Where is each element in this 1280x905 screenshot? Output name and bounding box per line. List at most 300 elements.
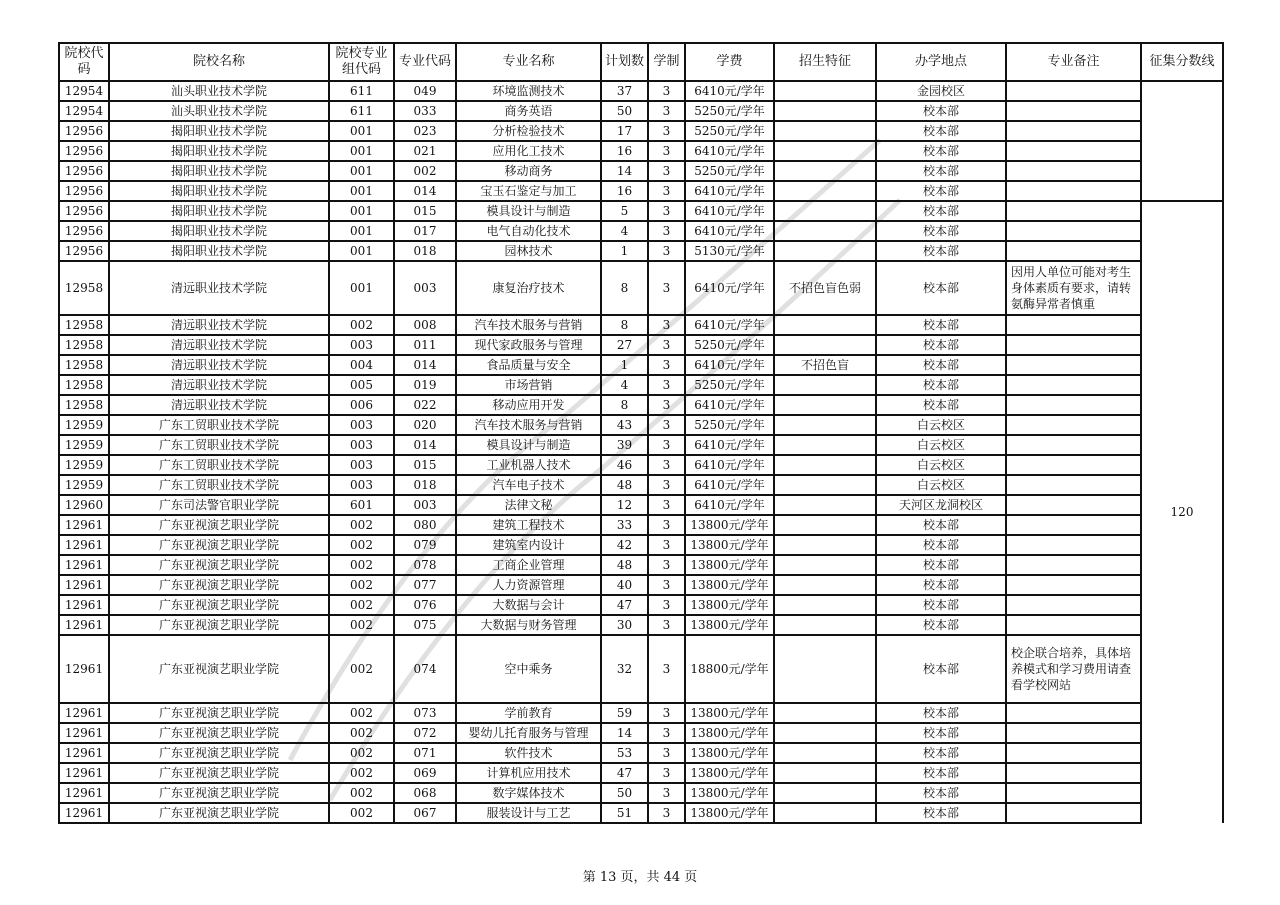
school-name-cell: 揭阳职业技术学院 [109, 241, 329, 261]
plan-count-cell: 14 [601, 161, 648, 181]
group-code-cell: 002 [329, 515, 394, 535]
school-name-cell: 揭阳职业技术学院 [109, 181, 329, 201]
duration-cell: 3 [648, 355, 685, 375]
school-name-cell: 揭阳职业技术学院 [109, 141, 329, 161]
school-code-cell: 12956 [59, 241, 109, 261]
school-code-cell: 12959 [59, 475, 109, 495]
tuition-cell: 6410元/学年 [685, 81, 774, 101]
tuition-cell: 13800元/学年 [685, 555, 774, 575]
school-name-cell: 广东亚视演艺职业学院 [109, 803, 329, 823]
campus-cell: 校本部 [876, 101, 1006, 121]
school-code-cell: 12961 [59, 515, 109, 535]
major-code-cell: 017 [394, 221, 456, 241]
campus-cell: 校本部 [876, 535, 1006, 555]
group-code-cell: 002 [329, 703, 394, 723]
enrollment-feature-cell [774, 515, 876, 535]
major-code-cell: 067 [394, 803, 456, 823]
table-row [59, 555, 1223, 575]
major-name-cell: 模具设计与制造 [456, 201, 601, 221]
table-row [59, 763, 1223, 783]
table-row [59, 161, 1223, 181]
school-code-cell: 12961 [59, 535, 109, 555]
major-note-cell [1006, 763, 1141, 783]
plan-count-cell: 8 [601, 395, 648, 415]
campus-cell: 校本部 [876, 315, 1006, 335]
major-name-cell: 分析检验技术 [456, 121, 601, 141]
group-code-cell: 003 [329, 455, 394, 475]
campus-cell: 白云校区 [876, 455, 1006, 475]
table-row [59, 743, 1223, 763]
major-code-cell: 011 [394, 335, 456, 355]
plan-count-cell: 4 [601, 375, 648, 395]
major-code-cell: 071 [394, 743, 456, 763]
duration-cell: 3 [648, 201, 685, 221]
plan-count-cell: 33 [601, 515, 648, 535]
plan-count-cell: 47 [601, 763, 648, 783]
enrollment-feature-cell [774, 555, 876, 575]
campus-cell: 校本部 [876, 595, 1006, 615]
table-row [59, 595, 1223, 615]
major-note-cell [1006, 555, 1141, 575]
enrollment-feature-cell [774, 375, 876, 395]
duration-cell: 3 [648, 121, 685, 141]
school-code-cell: 12956 [59, 121, 109, 141]
enrollment-feature-cell [774, 415, 876, 435]
school-name-cell: 广东工贸职业技术学院 [109, 415, 329, 435]
plan-count-cell: 47 [601, 595, 648, 615]
major-code-cell: 076 [394, 595, 456, 615]
school-code-cell: 12959 [59, 435, 109, 455]
major-note-cell [1006, 121, 1141, 141]
major-name-cell: 软件技术 [456, 743, 601, 763]
enrollment-feature-cell [774, 221, 876, 241]
duration-cell: 3 [648, 241, 685, 261]
campus-cell: 校本部 [876, 241, 1006, 261]
header-campus: 办学地点 [876, 43, 1006, 81]
group-code-cell: 001 [329, 261, 394, 315]
table-row [59, 261, 1223, 315]
enrollment-feature-cell: 不招色盲 [774, 355, 876, 375]
major-note-cell [1006, 201, 1141, 221]
major-code-cell: 018 [394, 241, 456, 261]
plan-count-cell: 4 [601, 221, 648, 241]
major-name-cell: 康复治疗技术 [456, 261, 601, 315]
duration-cell: 3 [648, 595, 685, 615]
campus-cell: 校本部 [876, 355, 1006, 375]
school-name-cell: 广东亚视演艺职业学院 [109, 635, 329, 703]
table-row [59, 475, 1223, 495]
major-note-cell [1006, 515, 1141, 535]
school-name-cell: 清远职业技术学院 [109, 395, 329, 415]
major-note-cell [1006, 435, 1141, 455]
major-note-cell [1006, 181, 1141, 201]
school-code-cell: 12961 [59, 723, 109, 743]
school-code-cell: 12961 [59, 575, 109, 595]
major-code-cell: 069 [394, 763, 456, 783]
school-name-cell: 清远职业技术学院 [109, 335, 329, 355]
enrollment-feature-cell [774, 495, 876, 515]
campus-cell: 校本部 [876, 395, 1006, 415]
table-row [59, 783, 1223, 803]
plan-count-cell: 42 [601, 535, 648, 555]
group-code-cell: 002 [329, 535, 394, 555]
campus-cell: 校本部 [876, 615, 1006, 635]
major-name-cell: 商务英语 [456, 101, 601, 121]
group-code-cell: 001 [329, 161, 394, 181]
plan-count-cell: 43 [601, 415, 648, 435]
tuition-cell: 5250元/学年 [685, 375, 774, 395]
group-code-cell: 002 [329, 803, 394, 823]
school-code-cell: 12958 [59, 315, 109, 335]
header-school-code: 院校代码 [59, 43, 109, 81]
school-code-cell: 12961 [59, 555, 109, 575]
school-name-cell: 汕头职业技术学院 [109, 101, 329, 121]
campus-cell: 校本部 [876, 335, 1006, 355]
enrollment-feature-cell [774, 121, 876, 141]
school-code-cell: 12961 [59, 635, 109, 703]
tuition-cell: 6410元/学年 [685, 141, 774, 161]
group-code-cell: 002 [329, 783, 394, 803]
duration-cell: 3 [648, 435, 685, 455]
tuition-cell: 5250元/学年 [685, 161, 774, 181]
duration-cell: 3 [648, 515, 685, 535]
group-code-cell: 003 [329, 335, 394, 355]
campus-cell: 天河区龙洞校区 [876, 495, 1006, 515]
duration-cell: 3 [648, 181, 685, 201]
table-row [59, 201, 1223, 221]
major-note-cell [1006, 495, 1141, 515]
school-code-cell: 12961 [59, 803, 109, 823]
major-note-cell [1006, 355, 1141, 375]
major-code-cell: 078 [394, 555, 456, 575]
school-code-cell: 12956 [59, 181, 109, 201]
enrollment-feature-cell [774, 455, 876, 475]
group-code-cell: 002 [329, 723, 394, 743]
table-row [59, 723, 1223, 743]
enrollment-feature-cell [774, 723, 876, 743]
plan-count-cell: 53 [601, 743, 648, 763]
major-name-cell: 电气自动化技术 [456, 221, 601, 241]
campus-cell: 校本部 [876, 635, 1006, 703]
campus-cell: 校本部 [876, 723, 1006, 743]
duration-cell: 3 [648, 221, 685, 241]
tuition-cell: 13800元/学年 [685, 703, 774, 723]
table-row [59, 81, 1223, 101]
table-row [59, 455, 1223, 475]
major-code-cell: 068 [394, 783, 456, 803]
group-code-cell: 001 [329, 141, 394, 161]
enrollment-feature-cell [774, 703, 876, 723]
duration-cell: 3 [648, 101, 685, 121]
school-name-cell: 清远职业技术学院 [109, 315, 329, 335]
school-code-cell: 12961 [59, 703, 109, 723]
group-code-cell: 002 [329, 743, 394, 763]
major-code-cell: 072 [394, 723, 456, 743]
school-name-cell: 清远职业技术学院 [109, 261, 329, 315]
major-code-cell: 077 [394, 575, 456, 595]
table-row [59, 703, 1223, 723]
school-code-cell: 12954 [59, 81, 109, 101]
group-code-cell: 003 [329, 435, 394, 455]
major-code-cell: 021 [394, 141, 456, 161]
major-name-cell: 建筑工程技术 [456, 515, 601, 535]
tuition-cell: 6410元/学年 [685, 355, 774, 375]
tuition-cell: 13800元/学年 [685, 615, 774, 635]
plan-count-cell: 59 [601, 703, 648, 723]
duration-cell: 3 [648, 81, 685, 101]
plan-count-cell: 8 [601, 261, 648, 315]
tuition-cell: 13800元/学年 [685, 723, 774, 743]
table-header [59, 43, 1223, 81]
enrollment-feature-cell [774, 535, 876, 555]
enrollment-feature-cell [774, 141, 876, 161]
enrollment-feature-cell [774, 435, 876, 455]
group-code-cell: 003 [329, 475, 394, 495]
major-code-cell: 033 [394, 101, 456, 121]
header-score-line: 征集分数线 [1141, 43, 1223, 81]
major-code-cell: 020 [394, 415, 456, 435]
major-name-cell: 汽车技术服务与营销 [456, 315, 601, 335]
tuition-cell: 13800元/学年 [685, 575, 774, 595]
major-code-cell: 023 [394, 121, 456, 141]
table-row [59, 495, 1223, 515]
duration-cell: 3 [648, 415, 685, 435]
plan-count-cell: 48 [601, 555, 648, 575]
school-name-cell: 广东工贸职业技术学院 [109, 475, 329, 495]
school-name-cell: 广东亚视演艺职业学院 [109, 595, 329, 615]
table-row [59, 515, 1223, 535]
campus-cell: 校本部 [876, 515, 1006, 535]
group-code-cell: 003 [329, 415, 394, 435]
school-code-cell: 12959 [59, 455, 109, 475]
tuition-cell: 5250元/学年 [685, 335, 774, 355]
school-name-cell: 广东亚视演艺职业学院 [109, 615, 329, 635]
group-code-cell: 611 [329, 101, 394, 121]
major-note-cell [1006, 703, 1141, 723]
major-name-cell: 市场营销 [456, 375, 601, 395]
group-code-cell: 001 [329, 181, 394, 201]
major-note-cell [1006, 395, 1141, 415]
major-note-cell [1006, 335, 1141, 355]
duration-cell: 3 [648, 743, 685, 763]
tuition-cell: 13800元/学年 [685, 803, 774, 823]
major-name-cell: 大数据与会计 [456, 595, 601, 615]
major-code-cell: 075 [394, 615, 456, 635]
major-code-cell: 073 [394, 703, 456, 723]
major-note-cell [1006, 415, 1141, 435]
major-name-cell: 工业机器人技术 [456, 455, 601, 475]
enrollment-feature-cell [774, 81, 876, 101]
table-row [59, 221, 1223, 241]
duration-cell: 3 [648, 141, 685, 161]
plan-count-cell: 39 [601, 435, 648, 455]
duration-cell: 3 [648, 161, 685, 181]
major-name-cell: 汽车技术服务与营销 [456, 415, 601, 435]
group-code-cell: 601 [329, 495, 394, 515]
enrollment-feature-cell [774, 595, 876, 615]
campus-cell: 校本部 [876, 803, 1006, 823]
group-code-cell: 001 [329, 201, 394, 221]
school-code-cell: 12961 [59, 743, 109, 763]
duration-cell: 3 [648, 335, 685, 355]
duration-cell: 3 [648, 475, 685, 495]
major-name-cell: 计算机应用技术 [456, 763, 601, 783]
group-code-cell: 004 [329, 355, 394, 375]
campus-cell: 校本部 [876, 201, 1006, 221]
tuition-cell: 5250元/学年 [685, 415, 774, 435]
major-name-cell: 汽车电子技术 [456, 475, 601, 495]
plan-count-cell: 30 [601, 615, 648, 635]
major-name-cell: 法律文秘 [456, 495, 601, 515]
major-note-cell [1006, 475, 1141, 495]
school-code-cell: 12958 [59, 395, 109, 415]
major-name-cell: 模具设计与制造 [456, 435, 601, 455]
school-code-cell: 12960 [59, 495, 109, 515]
major-code-cell: 014 [394, 355, 456, 375]
tuition-cell: 6410元/学年 [685, 455, 774, 475]
major-name-cell: 食品质量与安全 [456, 355, 601, 375]
campus-cell: 校本部 [876, 261, 1006, 315]
major-name-cell: 数字媒体技术 [456, 783, 601, 803]
major-code-cell: 014 [394, 435, 456, 455]
enrollment-feature-cell [774, 743, 876, 763]
plan-count-cell: 12 [601, 495, 648, 515]
major-note-cell [1006, 101, 1141, 121]
major-note-cell [1006, 161, 1141, 181]
major-note-cell [1006, 221, 1141, 241]
enrollment-feature-cell [774, 201, 876, 221]
campus-cell: 校本部 [876, 181, 1006, 201]
major-code-cell: 079 [394, 535, 456, 555]
major-name-cell: 园林技术 [456, 241, 601, 261]
group-code-cell: 002 [329, 635, 394, 703]
school-name-cell: 广东亚视演艺职业学院 [109, 783, 329, 803]
plan-count-cell: 27 [601, 335, 648, 355]
major-note-cell [1006, 315, 1141, 335]
plan-count-cell: 8 [601, 315, 648, 335]
table-row [59, 335, 1223, 355]
table-row [59, 575, 1223, 595]
major-note-cell [1006, 723, 1141, 743]
table-row [59, 803, 1223, 823]
duration-cell: 3 [648, 703, 685, 723]
table-row [59, 101, 1223, 121]
plan-count-cell: 5 [601, 201, 648, 221]
duration-cell: 3 [648, 395, 685, 415]
campus-cell: 校本部 [876, 783, 1006, 803]
table-row [59, 615, 1223, 635]
group-code-cell: 002 [329, 615, 394, 635]
enrollment-feature-cell [774, 783, 876, 803]
plan-count-cell: 32 [601, 635, 648, 703]
duration-cell: 3 [648, 375, 685, 395]
tuition-cell: 5250元/学年 [685, 121, 774, 141]
major-code-cell: 003 [394, 495, 456, 515]
tuition-cell: 6410元/学年 [685, 435, 774, 455]
group-code-cell: 611 [329, 81, 394, 101]
campus-cell: 校本部 [876, 555, 1006, 575]
school-code-cell: 12961 [59, 615, 109, 635]
campus-cell: 白云校区 [876, 415, 1006, 435]
school-name-cell: 广东亚视演艺职业学院 [109, 575, 329, 595]
enrollment-feature-cell [774, 803, 876, 823]
plan-count-cell: 16 [601, 141, 648, 161]
major-note-cell [1006, 595, 1141, 615]
major-note-cell [1006, 241, 1141, 261]
header-enrollment-feature: 招生特征 [774, 43, 876, 81]
tuition-cell: 5130元/学年 [685, 241, 774, 261]
major-name-cell: 大数据与财务管理 [456, 615, 601, 635]
duration-cell: 3 [648, 455, 685, 475]
duration-cell: 3 [648, 535, 685, 555]
enrollment-feature-cell [774, 395, 876, 415]
tuition-cell: 18800元/学年 [685, 635, 774, 703]
school-code-cell: 12959 [59, 415, 109, 435]
tuition-cell: 6410元/学年 [685, 201, 774, 221]
plan-count-cell: 14 [601, 723, 648, 743]
school-name-cell: 揭阳职业技术学院 [109, 161, 329, 181]
major-name-cell: 学前教育 [456, 703, 601, 723]
school-name-cell: 广东亚视演艺职业学院 [109, 555, 329, 575]
enrollment-feature-cell [774, 575, 876, 595]
major-name-cell: 工商企业管理 [456, 555, 601, 575]
major-code-cell: 049 [394, 81, 456, 101]
table-row [59, 375, 1223, 395]
major-code-cell: 022 [394, 395, 456, 415]
group-code-cell: 002 [329, 763, 394, 783]
header-school-name: 院校名称 [109, 43, 329, 81]
table-row [59, 635, 1223, 703]
campus-cell: 校本部 [876, 121, 1006, 141]
school-code-cell: 12961 [59, 763, 109, 783]
header-plan-count: 计划数 [601, 43, 648, 81]
major-code-cell: 003 [394, 261, 456, 315]
group-code-cell: 001 [329, 241, 394, 261]
enrollment-feature-cell: 不招色盲色弱 [774, 261, 876, 315]
table-row [59, 315, 1223, 335]
school-code-cell: 12961 [59, 595, 109, 615]
major-note-cell [1006, 783, 1141, 803]
tuition-cell: 5250元/学年 [685, 101, 774, 121]
duration-cell: 3 [648, 723, 685, 743]
enrollment-feature-cell [774, 241, 876, 261]
major-note-cell [1006, 81, 1141, 101]
campus-cell: 校本部 [876, 141, 1006, 161]
plan-count-cell: 1 [601, 355, 648, 375]
major-code-cell: 018 [394, 475, 456, 495]
tuition-cell: 13800元/学年 [685, 595, 774, 615]
table-row [59, 141, 1223, 161]
table-row [59, 415, 1223, 435]
major-name-cell: 宝玉石鉴定与加工 [456, 181, 601, 201]
group-code-cell: 002 [329, 575, 394, 595]
plan-count-cell: 50 [601, 101, 648, 121]
school-name-cell: 汕头职业技术学院 [109, 81, 329, 101]
major-note-cell [1006, 803, 1141, 823]
major-code-cell: 015 [394, 455, 456, 475]
school-code-cell: 12954 [59, 101, 109, 121]
table-row [59, 395, 1223, 415]
major-code-cell: 002 [394, 161, 456, 181]
major-code-cell: 008 [394, 315, 456, 335]
major-name-cell: 环境监测技术 [456, 81, 601, 101]
page-footer: 第 13 页，共 44 页 [582, 870, 698, 885]
campus-cell: 校本部 [876, 575, 1006, 595]
duration-cell: 3 [648, 615, 685, 635]
campus-cell: 校本部 [876, 703, 1006, 723]
major-name-cell: 移动应用开发 [456, 395, 601, 415]
plan-count-cell: 37 [601, 81, 648, 101]
